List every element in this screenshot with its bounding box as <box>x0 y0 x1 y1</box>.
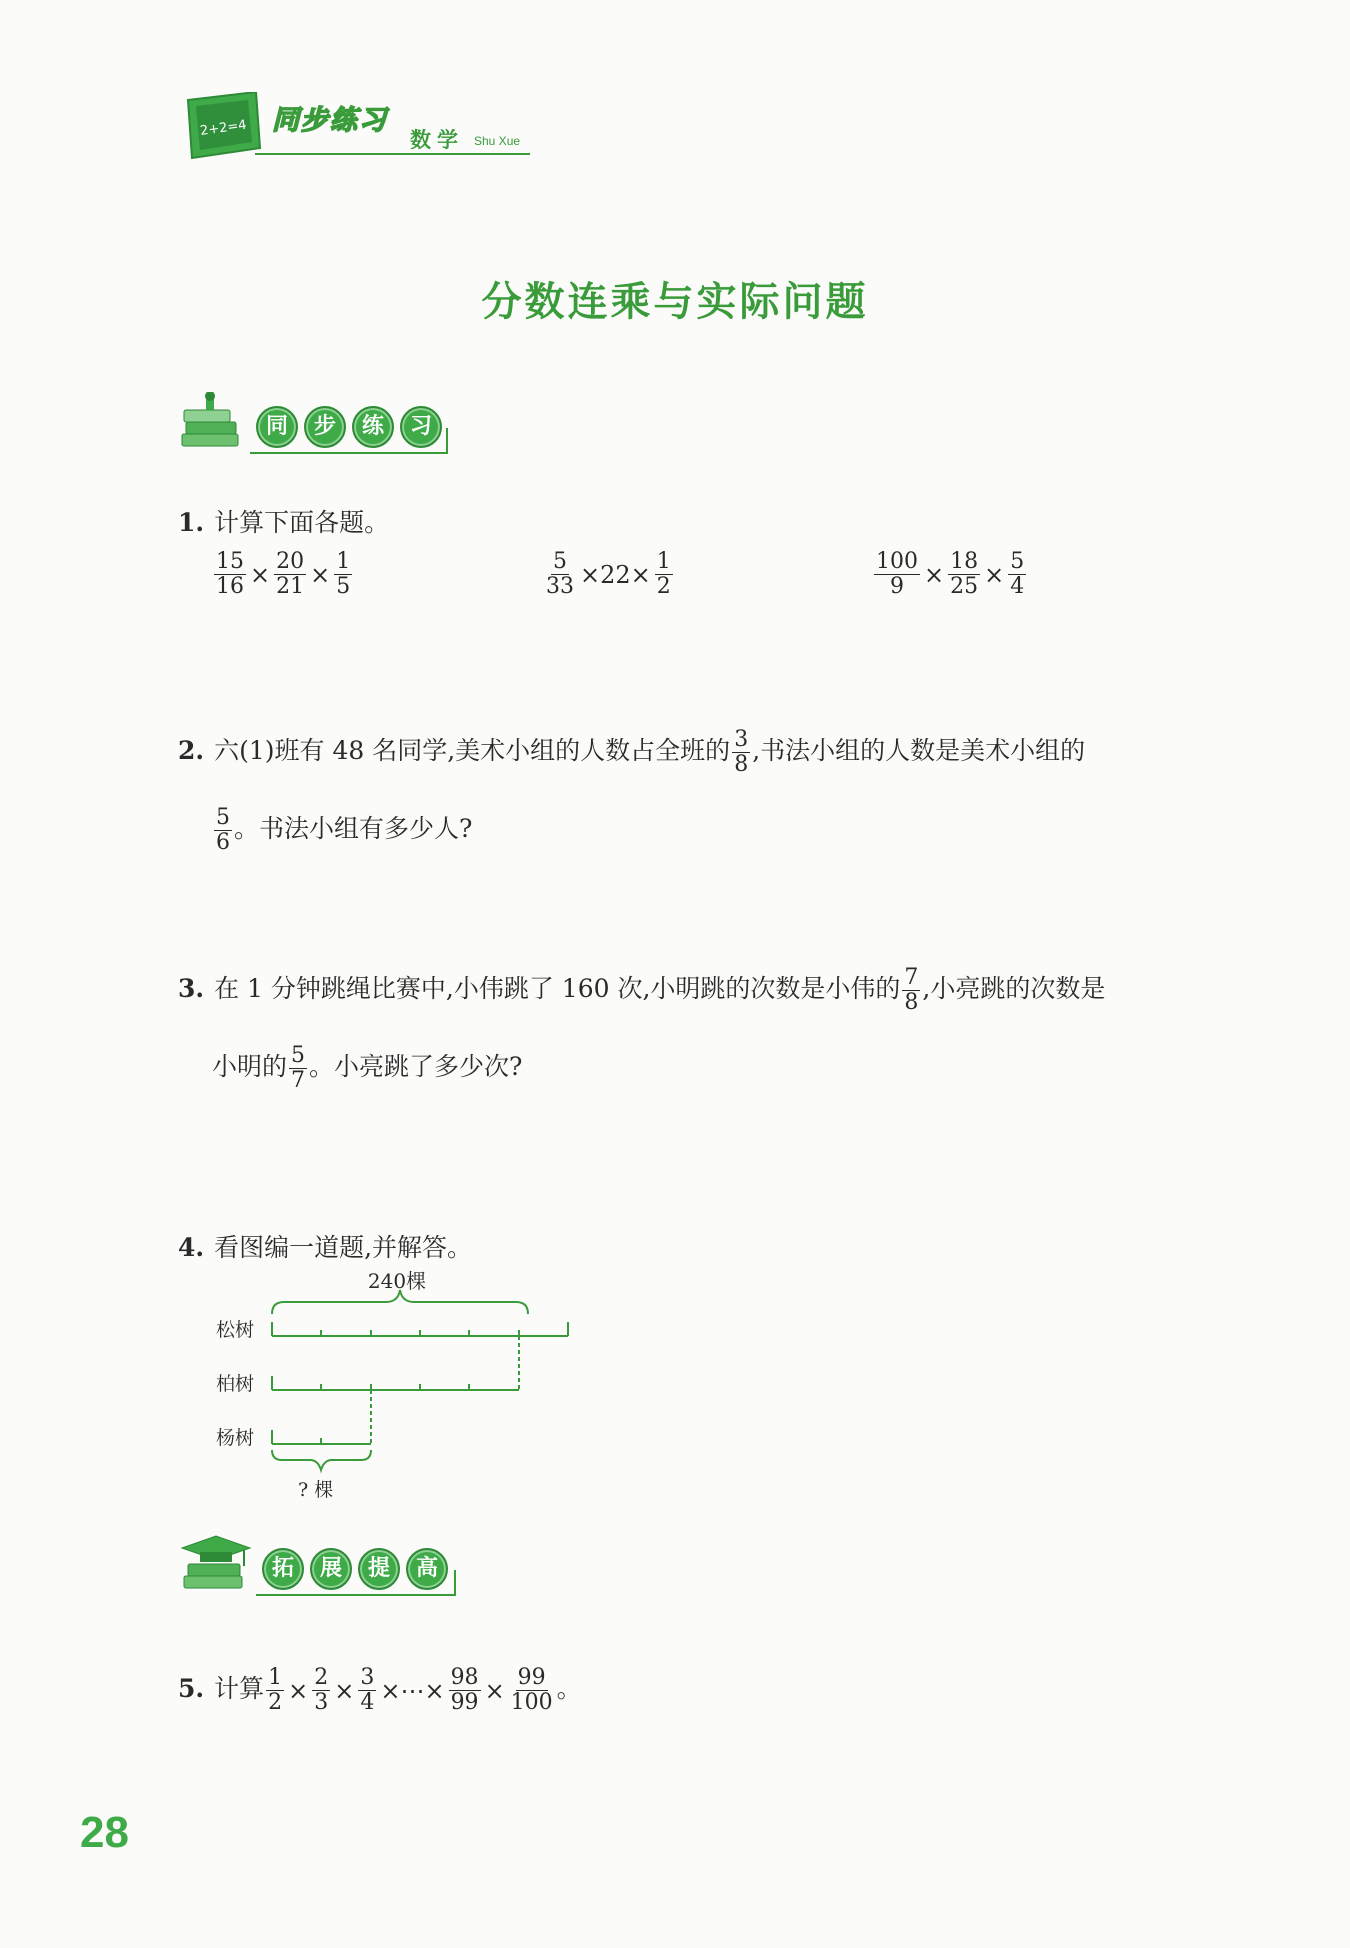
fraction: $\frac{18}{25}$ <box>950 549 979 599</box>
fraction: $\frac{5}{6}$ <box>216 805 230 855</box>
question-text: 计算下面各题。 <box>214 508 390 537</box>
unknown-brace <box>272 1450 371 1470</box>
section-char: 同 <box>256 406 298 448</box>
section-char: 高 <box>406 1548 448 1590</box>
fraction: $\frac{20}{21}$ <box>276 549 305 599</box>
times-sign: × <box>310 560 331 589</box>
times-sign: × <box>288 1676 309 1705</box>
section-sync-practice <box>178 388 458 458</box>
segment-bar-cypress <box>272 1336 519 1390</box>
fraction: $\frac{15}{16}$ <box>216 549 244 599</box>
question-4-prompt <box>178 1230 472 1266</box>
question-text: 在 1 分钟跳绳比赛中,小伟跳了 160 次,小明跳的次数是小伟的 <box>214 974 901 1003</box>
section-extension <box>178 1530 468 1600</box>
fraction: $\frac{3}{4}$ <box>360 1665 375 1715</box>
section-char: 提 <box>358 1548 400 1590</box>
subject-pinyin: Shu Xue <box>474 134 521 148</box>
segment-bar-pine <box>272 1322 568 1336</box>
subject-label: 数学 <box>410 128 464 152</box>
section-sync-practice-title <box>256 406 448 448</box>
question-text: ,书法小组的人数是美术小组的 <box>752 736 1086 765</box>
times-sign: × <box>924 560 945 589</box>
series-title: 同步练习 <box>272 105 388 136</box>
question-1-prompt <box>178 505 389 541</box>
fraction: $\frac{5}{7}$ <box>291 1043 306 1093</box>
question-text: 六(1)班有 48 名同学,美术小组的人数占全班的 <box>214 736 731 765</box>
times-sign: × <box>484 1676 505 1705</box>
book-stack-lamp-icon <box>178 392 248 458</box>
segment-bar-poplar <box>272 1390 371 1444</box>
section-char: 拓 <box>262 1548 304 1590</box>
row-label-cypress: 柏树 <box>216 1373 255 1395</box>
fraction: $\frac{100}{9}$ <box>876 549 918 599</box>
ellipsis-product: ×⋯× <box>380 1676 445 1705</box>
section-extension-title <box>262 1548 454 1590</box>
tree-line-segment-diagram <box>200 1270 600 1502</box>
row-label-pine: 松树 <box>216 1319 255 1341</box>
q1-expression-b <box>542 550 675 599</box>
section-underline <box>256 1594 456 1596</box>
times-22: ×22× <box>580 560 651 589</box>
q1-expression-a <box>212 550 354 599</box>
row-label-poplar: 杨树 <box>216 1427 255 1449</box>
fraction: $\frac{1}{2}$ <box>656 549 671 599</box>
question-number: 3. <box>178 974 205 1003</box>
question-text: 看图编一道题,并解答。 <box>214 1233 473 1262</box>
fraction: $\frac{7}{8}$ <box>904 965 919 1015</box>
fraction: $\frac{1}{5}$ <box>336 549 351 599</box>
total-brace <box>272 1290 528 1314</box>
section-char: 展 <box>310 1548 352 1590</box>
header-divider <box>255 153 530 155</box>
question-number: 4. <box>178 1233 205 1262</box>
question-5 <box>178 1666 582 1715</box>
section-underline-tick <box>446 428 448 454</box>
section-char: 习 <box>400 406 442 448</box>
fraction: $\frac{98}{99}$ <box>450 1665 479 1715</box>
question-text: 小明的 <box>212 1052 288 1081</box>
section-underline-tick <box>454 1570 456 1596</box>
chalkboard-badge-icon <box>182 92 262 160</box>
period: 。 <box>556 1674 582 1703</box>
unknown-label: ? 棵 <box>298 1479 334 1501</box>
section-underline <box>250 452 448 454</box>
page-number: 28 <box>80 1808 129 1857</box>
question-number: 2. <box>178 736 205 765</box>
fraction: $\frac{1}{2}$ <box>268 1665 283 1715</box>
fraction: $\frac{5}{33}$ <box>546 549 574 599</box>
times-sign: × <box>250 560 271 589</box>
question-text: 。书法小组有多少人? <box>234 814 473 843</box>
badge-text: 2+2=4 <box>199 117 248 139</box>
section-char: 练 <box>352 406 394 448</box>
fraction: $\frac{99}{100}$ <box>510 1665 553 1715</box>
question-number: 5. <box>178 1674 205 1703</box>
question-3-line-1 <box>178 966 1105 1015</box>
fraction: $\frac{3}{8}$ <box>734 727 749 777</box>
page-title: 分数连乘与实际问题 <box>481 278 869 325</box>
graduation-cap-books-icon <box>178 1532 254 1600</box>
q1-expression-c <box>872 550 1028 599</box>
fraction: $\frac{5}{4}$ <box>1010 549 1025 599</box>
question-3-line-2 <box>212 1044 522 1093</box>
times-sign: × <box>334 1676 355 1705</box>
question-2-line-2 <box>212 806 472 855</box>
question-2-line-1 <box>178 728 1085 777</box>
question-number: 1. <box>178 508 205 537</box>
total-label: 240棵 <box>367 1270 427 1293</box>
times-sign: × <box>984 560 1005 589</box>
section-char: 步 <box>304 406 346 448</box>
question-text: 计算 <box>214 1674 265 1703</box>
question-text: 。小亮跳了多少次? <box>309 1052 523 1081</box>
fraction: $\frac{2}{3}$ <box>314 1665 329 1715</box>
question-text: ,小亮跳的次数是 <box>922 974 1106 1003</box>
